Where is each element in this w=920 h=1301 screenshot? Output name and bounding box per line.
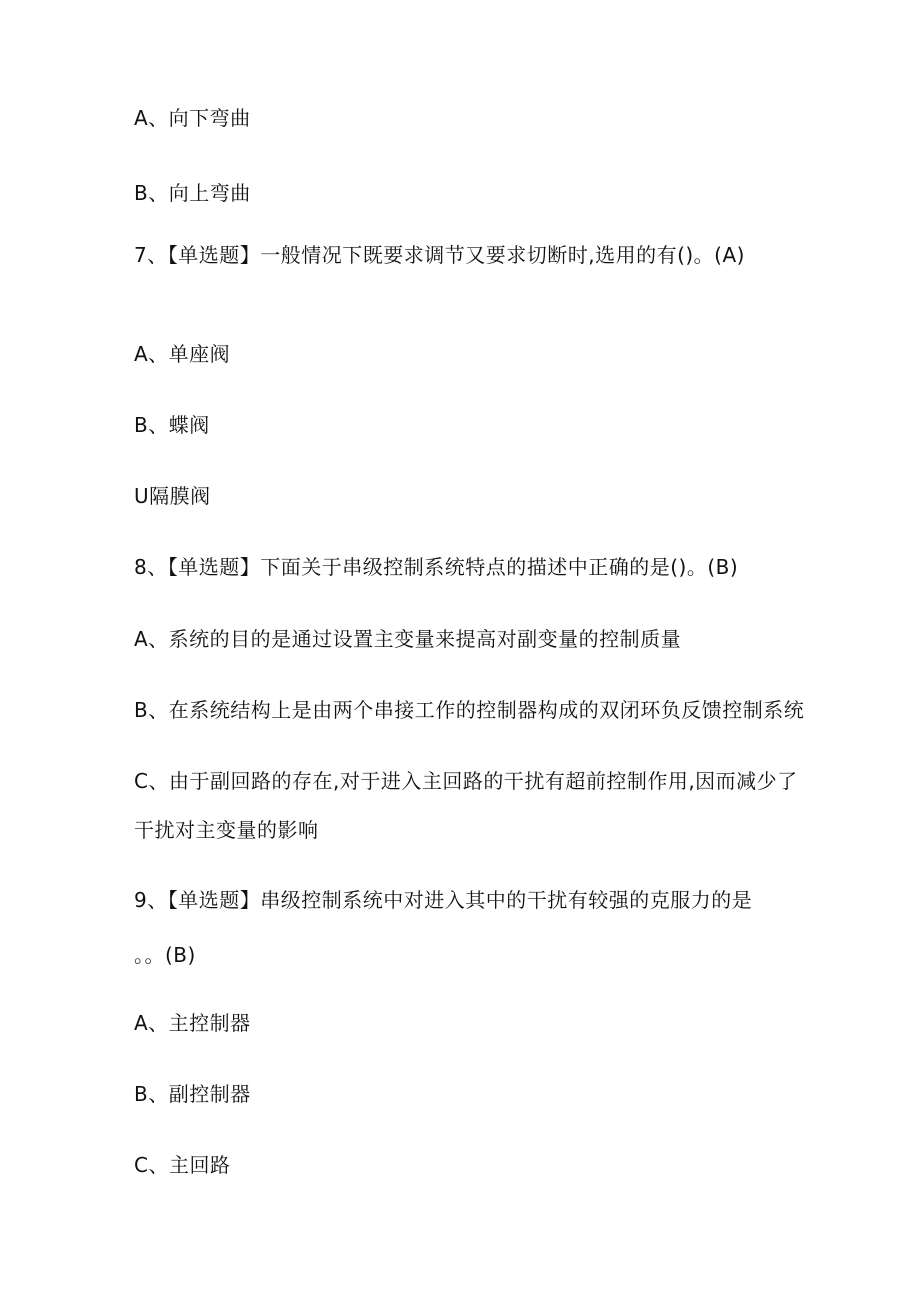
option-6b: B、向上弯曲 [134, 181, 251, 205]
option-8a: A、系统的目的是通过设置主变量来提高对副变量的控制质量 [134, 627, 682, 651]
option-7a: A、单座阀 [134, 342, 231, 366]
question-9-continued: 。。(B) [134, 943, 196, 967]
option-9a: A、主控制器 [134, 1011, 251, 1035]
option-7b: B、蝶阀 [134, 413, 210, 437]
option-8b: B、在系统结构上是由两个串接工作的控制器构成的双闭环负反馈控制系统 [134, 698, 805, 722]
option-6a: A、向下弯曲 [134, 106, 251, 130]
option-8c-continued: 干扰对主变量的影响 [134, 818, 319, 842]
option-8c: C、由于副回路的存在,对于进入主回路的干扰有超前控制作用,因而减少了 [134, 769, 798, 793]
question-9: 9、【单选题】串级控制系统中对进入其中的干扰有较强的克服力的是 [134, 888, 753, 912]
question-8: 8、【单选题】下面关于串级控制系统特点的描述中正确的是()。(B) [134, 555, 739, 579]
option-9b: B、副控制器 [134, 1082, 251, 1106]
option-7c: U隔膜阀 [134, 484, 211, 508]
option-9c: C、主回路 [134, 1153, 231, 1177]
question-7: 7、【单选题】一般情况下既要求调节又要求切断时,选用的有()。(A) [134, 243, 745, 267]
